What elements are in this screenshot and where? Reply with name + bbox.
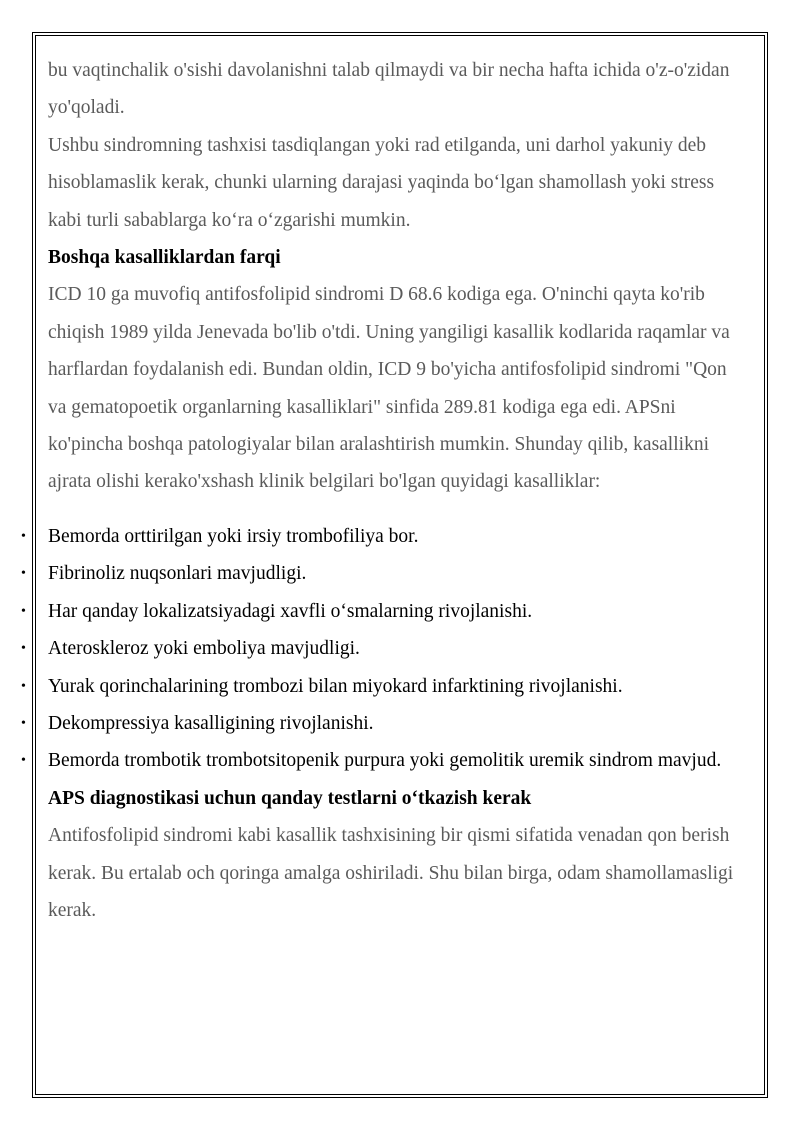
bullet-icon: •	[21, 528, 26, 544]
bullet-icon: •	[21, 753, 26, 769]
document-body	[21, 52, 738, 929]
bullet-icon: •	[21, 715, 26, 731]
list-item	[21, 518, 738, 555]
list-item-text: Bemorda orttirilgan yoki irsiy trombofiliya bor.	[48, 525, 419, 547]
list-item	[21, 593, 738, 630]
list-item-text: Fibrinoliz nuqsonlari mavjudligi.	[48, 563, 307, 585]
section-heading-differential: Boshqa kasalliklardan farqi	[48, 247, 281, 269]
list-item-text: Dekompressiya kasalligining rivojlanishi.	[48, 712, 374, 734]
paragraph-intro: bu vaqtinchalik o'sishi davolanishni talab qilmaydi va bir necha hafta ichida o'z-o'zidan yo'qoladi.	[48, 60, 730, 119]
bullet-icon: •	[21, 566, 26, 582]
paragraph-icd: ICD 10 ga muvofiq antifosfolipid sindromi D 68.6 kodiga ega. O'ninchi qayta ko'rib chiqish 1989 yilda Jenevada bo'lib o'tdi. Uning yangiligi kasallik kodlarida raqamlar va harflardan foydalanish edi. Bundan oldin, ICD 9 bo'yicha antifosfolipid sindromi "Qon va gematopoetik organlarning kasalliklari" sinfida 289.81 kodiga ega edi. APSni ko'pincha boshqa patologiyalar bilan aralashtirish mumkin. Shunday qilib, kasallikni ajrata olishi kerako'xshash klinik belgilari bo'lgan quyidagi kasalliklar:	[48, 284, 730, 493]
paragraph-blood-test: Antifosfolipid sindromi kabi kasallik tashxisining bir qismi sifatida venadan qon berish kerak. Bu ertalab och qoringa amalga oshiriladi. Shu bilan birga, odam shamollamasligi kerak.	[48, 825, 734, 921]
section-heading-tests: APS diagnostikasi uchun qanday testlarni oʻtkazish kerak	[48, 787, 532, 809]
bullet-icon: •	[21, 678, 26, 694]
list-item-text: Ateroskleroz yoki emboliya mavjudligi.	[48, 638, 360, 660]
list-item-text: Bemorda trombotik trombotsitopenik purpura yoki gemolitik uremik sindrom mavjud.	[48, 750, 722, 772]
list-item-text: Yurak qorinchalarining trombozi bilan miyokard infarktining rivojlanishi.	[48, 675, 623, 697]
list-item	[21, 742, 738, 779]
bullet-icon: •	[21, 603, 26, 619]
list-item	[21, 705, 738, 742]
bullet-icon: •	[21, 641, 26, 657]
list-item	[21, 630, 738, 667]
list-item-text: Har qanday lokalizatsiyadagi xavfli oʻsmalarning rivojlanishi.	[48, 600, 533, 622]
paragraph-diagnosis-note: Ushbu sindromning tashxisi tasdiqlangan yoki rad etilganda, uni darhol yakuniy deb hisoblamaslik kerak, chunki ularning darajasi yaqinda boʻlgan shamollash yoki stress kabi turli sabablarga koʻra oʻzgarishi mumkin.	[48, 134, 715, 231]
list-item	[21, 668, 738, 705]
disease-list	[21, 518, 738, 780]
list-item	[21, 555, 738, 592]
